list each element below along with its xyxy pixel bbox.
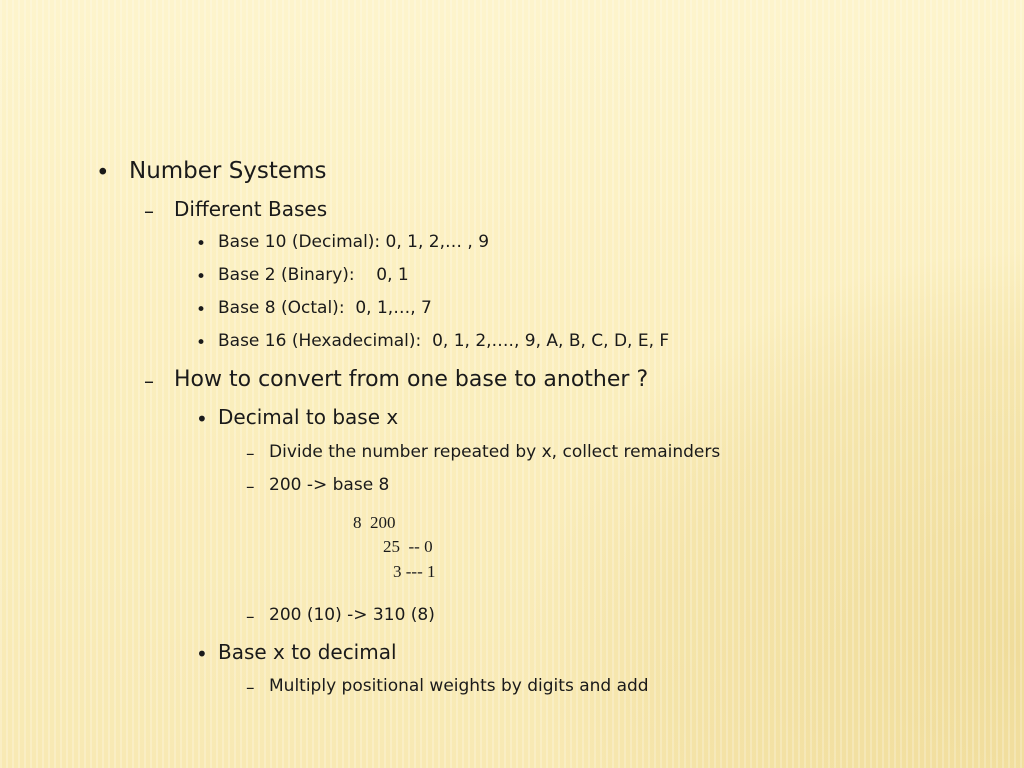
item-multiply-weights: Multiply positional weights by digits and add bbox=[269, 676, 649, 696]
dash-marker: – bbox=[246, 477, 255, 497]
sub-bullet-how-to-convert: How to convert from one base to another ? bbox=[174, 367, 649, 392]
dash-marker: – bbox=[246, 607, 255, 627]
bullet-marker: • bbox=[196, 407, 208, 431]
bullet-number-systems: Number Systems bbox=[129, 158, 327, 184]
bullet-base-10: Base 10 (Decimal): 0, 1, 2,… , 9 bbox=[218, 232, 490, 252]
dash-marker: – bbox=[144, 199, 154, 223]
bullet-marker: • bbox=[196, 300, 207, 320]
bullet-marker: • bbox=[196, 333, 207, 353]
bullet-marker: • bbox=[196, 234, 207, 254]
bullet-base-2: Base 2 (Binary): 0, 1 bbox=[218, 265, 409, 285]
bullet-marker: • bbox=[96, 160, 110, 186]
item-200-result: 200 (10) -> 310 (8) bbox=[269, 605, 435, 625]
bullet-base-16: Base 16 (Hexadecimal): 0, 1, 2,…., 9, A, B, C, D, E, F bbox=[218, 331, 670, 351]
calc-line-1: 8 200 bbox=[353, 513, 396, 532]
item-200-to-base-8: 200 -> base 8 bbox=[269, 475, 390, 495]
dash-marker: – bbox=[144, 369, 154, 393]
calc-line-3: 3 --- 1 bbox=[393, 562, 436, 581]
bullet-base-x-to-decimal: Base x to decimal bbox=[218, 640, 397, 664]
calc-line-2: 25 -- 0 bbox=[383, 537, 433, 556]
bullet-marker: • bbox=[196, 642, 208, 666]
item-divide-repeatedly: Divide the number repeated by x, collect remainders bbox=[269, 442, 721, 462]
dash-marker: – bbox=[246, 444, 255, 464]
sub-bullet-different-bases: Different Bases bbox=[174, 197, 328, 221]
bullet-decimal-to-base-x: Decimal to base x bbox=[218, 405, 399, 429]
bullet-marker: • bbox=[196, 267, 207, 287]
bullet-base-8: Base 8 (Octal): 0, 1,…, 7 bbox=[218, 298, 432, 318]
dash-marker: – bbox=[246, 678, 255, 698]
